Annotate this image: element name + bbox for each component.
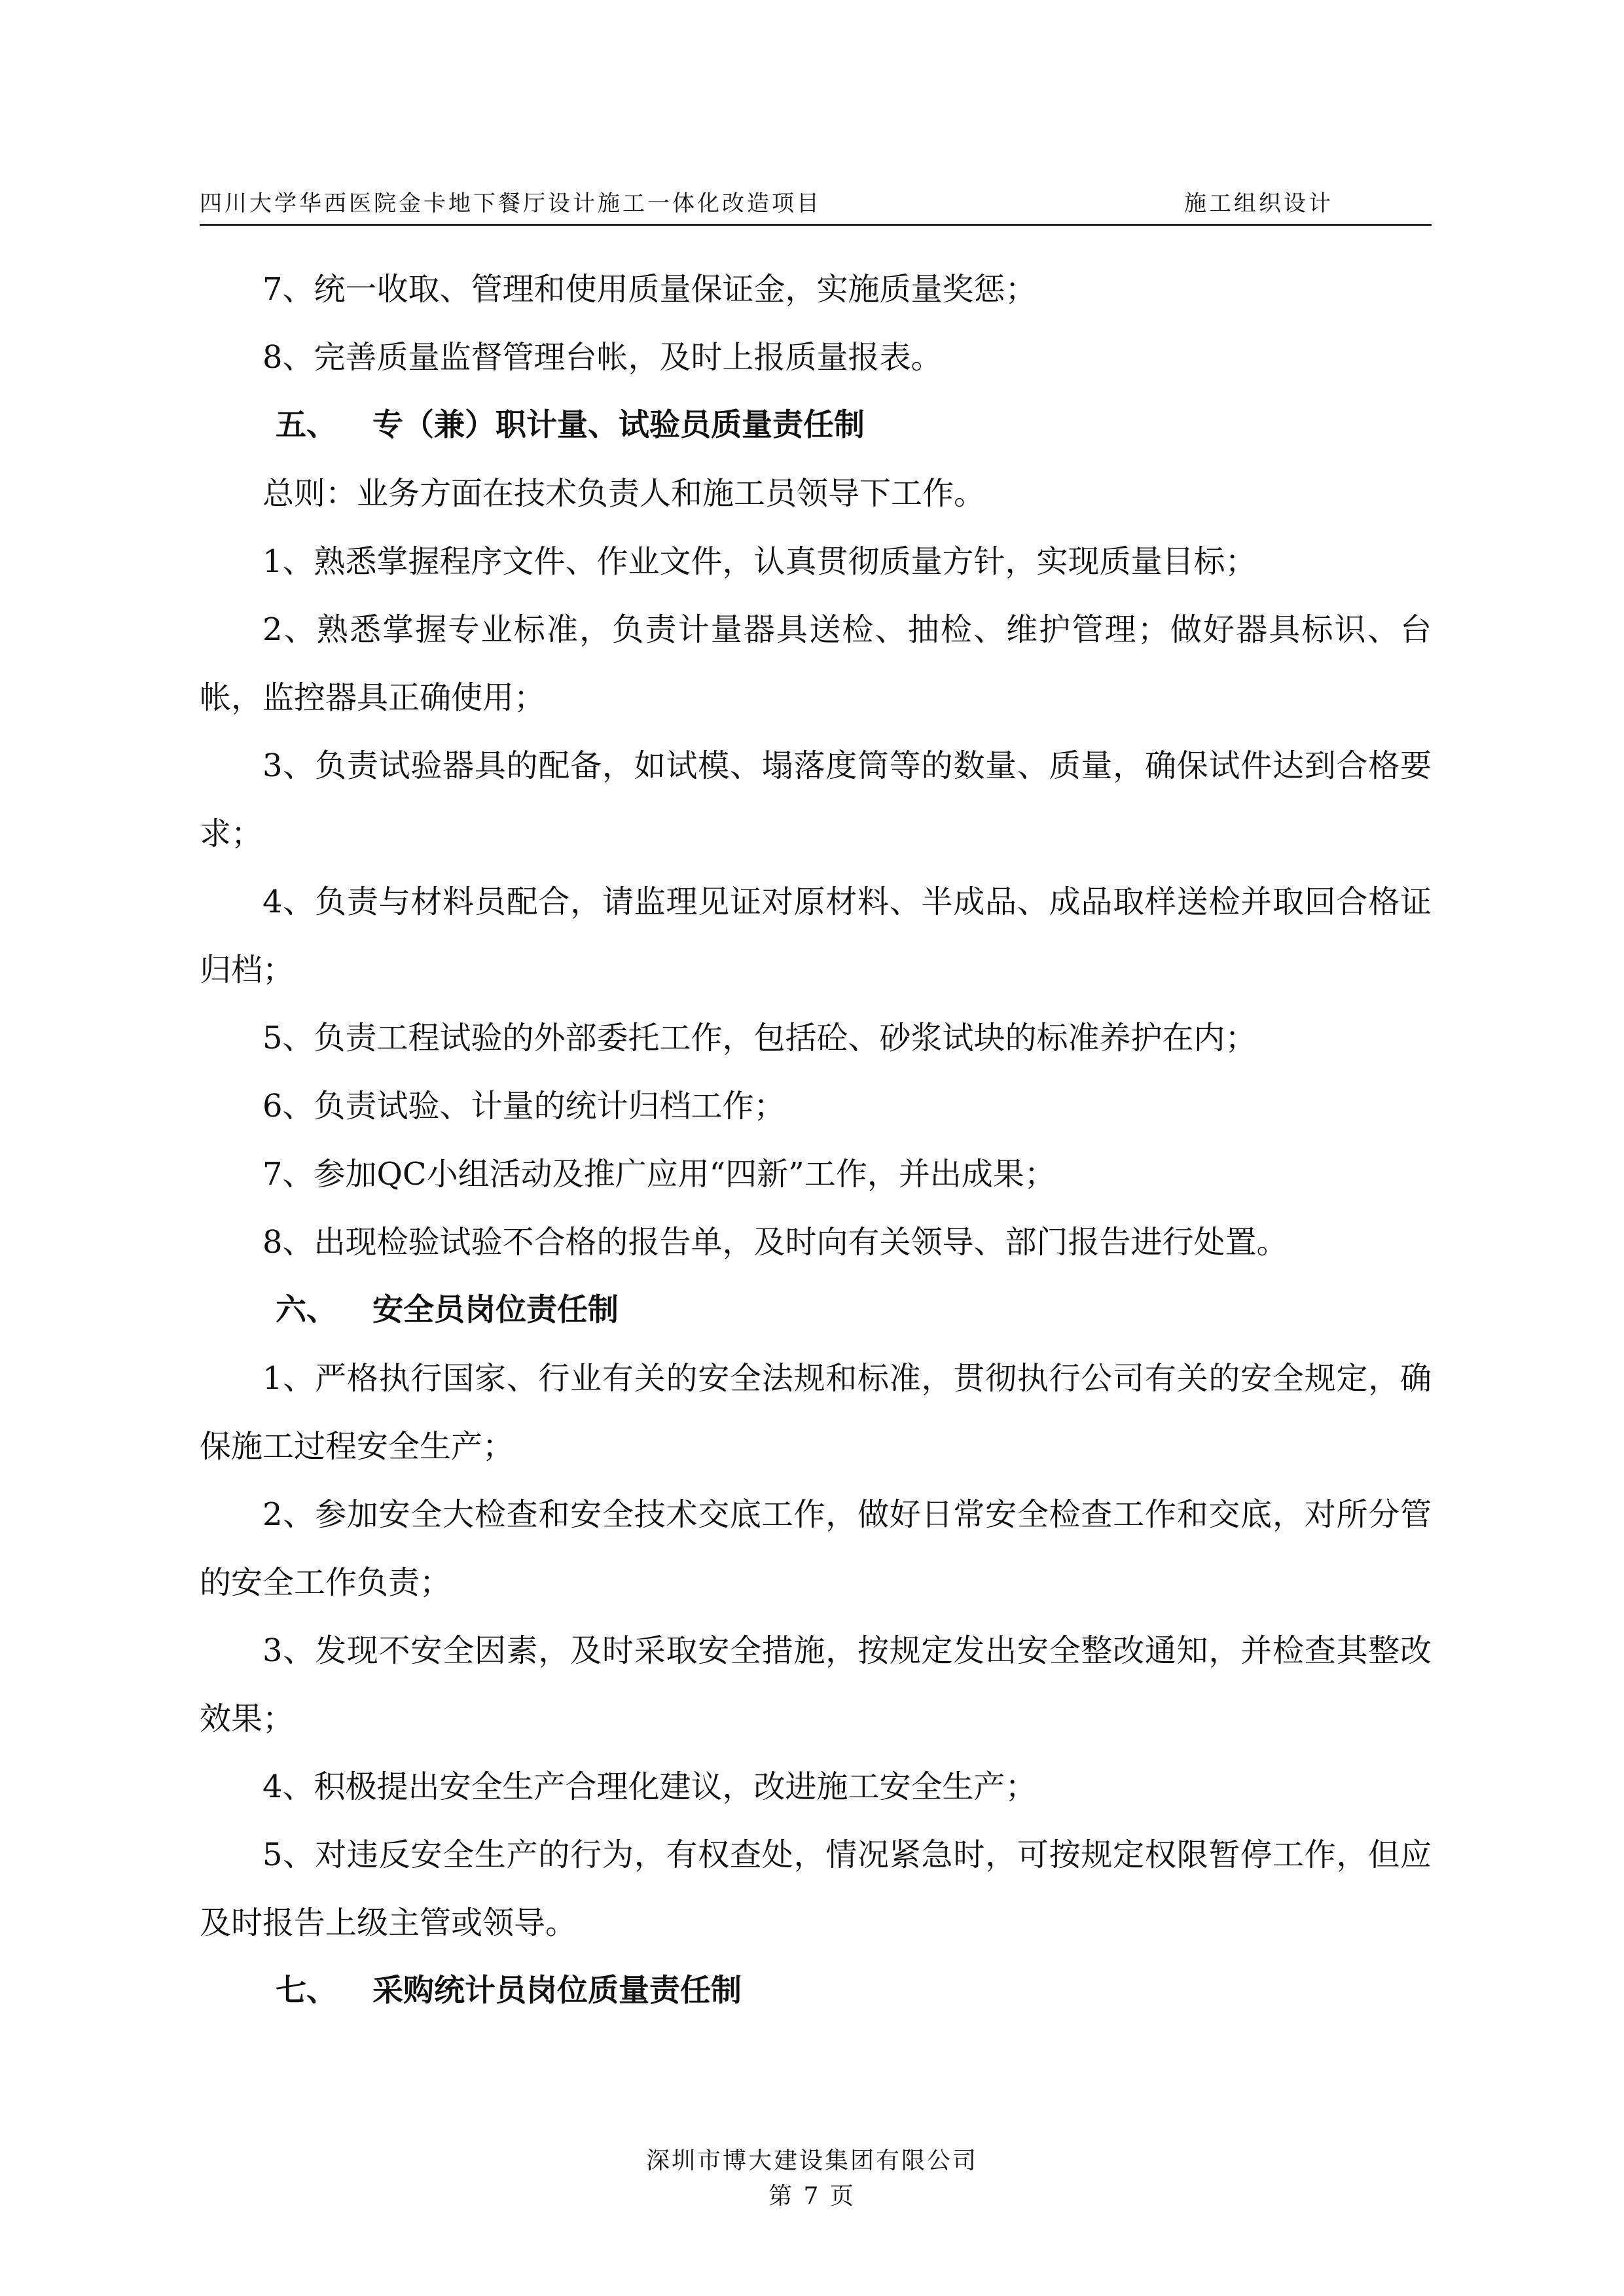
paragraph: 8、出现检验试验不合格的报告单，及时向有关领导、部门报告进行处置。: [262, 1224, 1288, 1261]
paragraph: 1、严格执行国家、行业有关的安全法规和标准，贯彻执行公司有关的安全规定，确保施工过程安全生产；: [200, 1360, 1432, 1465]
paragraph: 5、负责工程试验的外部委托工作，包括砼、砂浆试块的标准养护在内；: [262, 1020, 1257, 1056]
section-title: 安全员岗位责任制: [372, 1292, 619, 1328]
page-footer: [0, 2144, 1624, 2214]
paragraph: 7、参加QC小组活动及推广应用“四新”工作，并出成果；: [262, 1156, 1056, 1193]
paragraph: 7、统一收取、管理和使用质量保证金，实施质量奖惩；: [262, 271, 1037, 308]
paragraph: 总则：业务方面在技术负责人和施工员领导下工作。: [262, 475, 986, 512]
section-heading: [200, 1957, 1432, 2025]
section-number: 七、: [276, 1973, 337, 2009]
paragraph: 5、对违反安全生产的行为，有权查处，情况紧急时，可按规定权限暂停工作，但应及时报告上级主管或领导。: [200, 1837, 1432, 1941]
header-project-title: 四川大学华西医院金卡地下餐厅设计施工一体化改造项目: [200, 190, 821, 217]
section-heading: [200, 391, 1432, 459]
paragraph: 6、负责试验、计量的统计归档工作；: [262, 1088, 785, 1124]
section-number: 六、: [276, 1292, 337, 1328]
header-section-name: 施工组织设计: [1184, 190, 1333, 217]
page-header: [200, 185, 1432, 226]
section-heading: [200, 1276, 1432, 1344]
footer-company-name: 深圳市博大建设集团有限公司: [645, 2147, 978, 2174]
paragraph: 3、发现不安全因素，及时采取安全措施，按规定发出安全整改通知，并检查其整改效果；: [200, 1632, 1432, 1737]
paragraph: 1、熟悉掌握程序文件、作业文件，认真贯彻质量方针，实现质量目标；: [262, 543, 1257, 580]
paragraph: 2、参加安全大检查和安全技术交底工作，做好日常安全检查工作和交底，对所分管的安全工作负责；: [200, 1496, 1432, 1601]
section-title: 采购统计员岗位质量责任制: [372, 1973, 742, 2009]
paragraph: 4、积极提出安全生产合理化建议，改进施工安全生产；: [262, 1768, 1037, 1805]
paragraph: 2、熟悉掌握专业标准，负责计量器具送检、抽检、维护管理；做好器具标识、台帐，监控器具正确使用；: [200, 611, 1432, 716]
document-body: [200, 255, 1432, 2025]
section-title: 专（兼）职计量、试验员质量责任制: [372, 407, 865, 443]
section-number: 五、: [276, 407, 337, 443]
paragraph: 3、负责试验器具的配备，如试模、塌落度筒等的数量、质量，确保试件达到合格要求；: [200, 747, 1432, 852]
footer-page-number: 第 7 页: [768, 2183, 856, 2210]
paragraph: 4、负责与材料员配合，请监理见证对原材料、半成品、成品取样送检并取回合格证归档；: [200, 884, 1432, 988]
paragraph: 8、完善质量监督管理台帐，及时上报质量报表。: [262, 339, 943, 376]
